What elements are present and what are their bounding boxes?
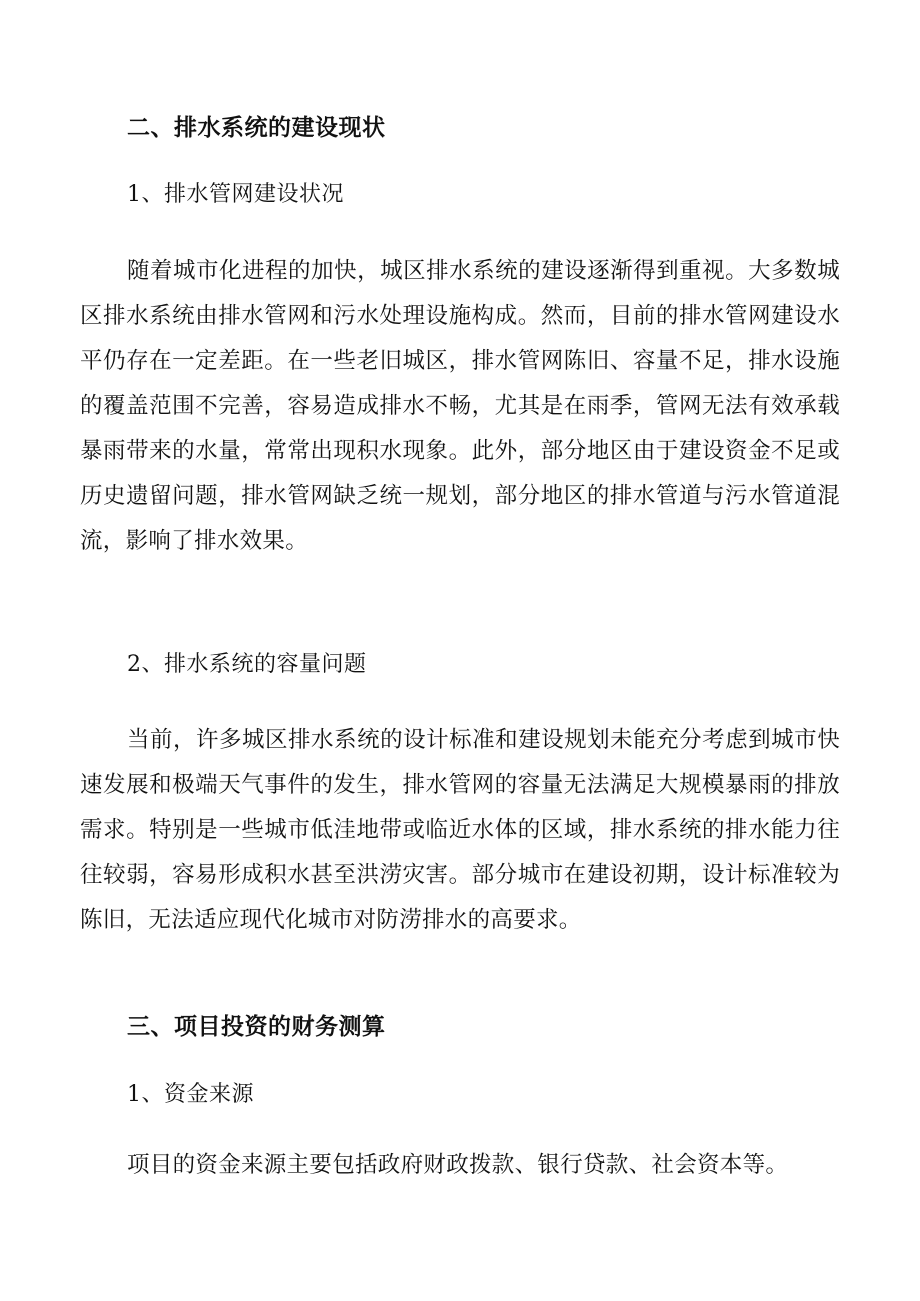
section-heading-financial: 三、项目投资的财务测算 bbox=[127, 1013, 386, 1040]
section-heading-drainage-status: 二、排水系统的建设现状 bbox=[127, 114, 386, 141]
paragraph-funding-source: 项目的资金来源主要包括政府财政拨款、银行贷款、社会资本等。 bbox=[127, 1152, 789, 1178]
paragraph-pipe-network: 随着城市化进程的加快，城区排水系统的建设逐渐得到重视。大多数城区排水系统由排水管网和污水处理设施构成。然而，目前的排水管网建设水平仍存在一定差距。在一些老旧城区，排水管网陈旧、容量不足，排水设施的覆盖范围不完善，容易造成排水不畅，尤其是在雨季，管网无法有效承载暴雨带来的水量，常常出现积水现象。此外，部分地区由于建设资金不足或历史遗留问题，排水管网缺乏统一规划，部分地区的排水管道与污水管道混流，影响了排水效果。 bbox=[80, 258, 840, 554]
paragraph-capacity: 当前，许多城区排水系统的设计标准和建设规划未能充分考虑到城市快速发展和极端天气事件的发生，排水管网的容量无法满足大规模暴雨的排放需求。特别是一些城市低洼地带或临近水体的区域，排水系统的排水能力往往较弱，容易形成积水甚至洪涝灾害。部分城市在建设初期，设计标准较为陈旧，无法适应现代化城市对防涝排水的高要求。 bbox=[80, 727, 840, 933]
subsection-title-funding-source: 1、资金来源 bbox=[127, 1082, 254, 1107]
subsection-title-pipe-network: 1、排水管网建设状况 bbox=[127, 182, 344, 207]
subsection-title-capacity: 2、排水系统的容量问题 bbox=[127, 652, 367, 677]
